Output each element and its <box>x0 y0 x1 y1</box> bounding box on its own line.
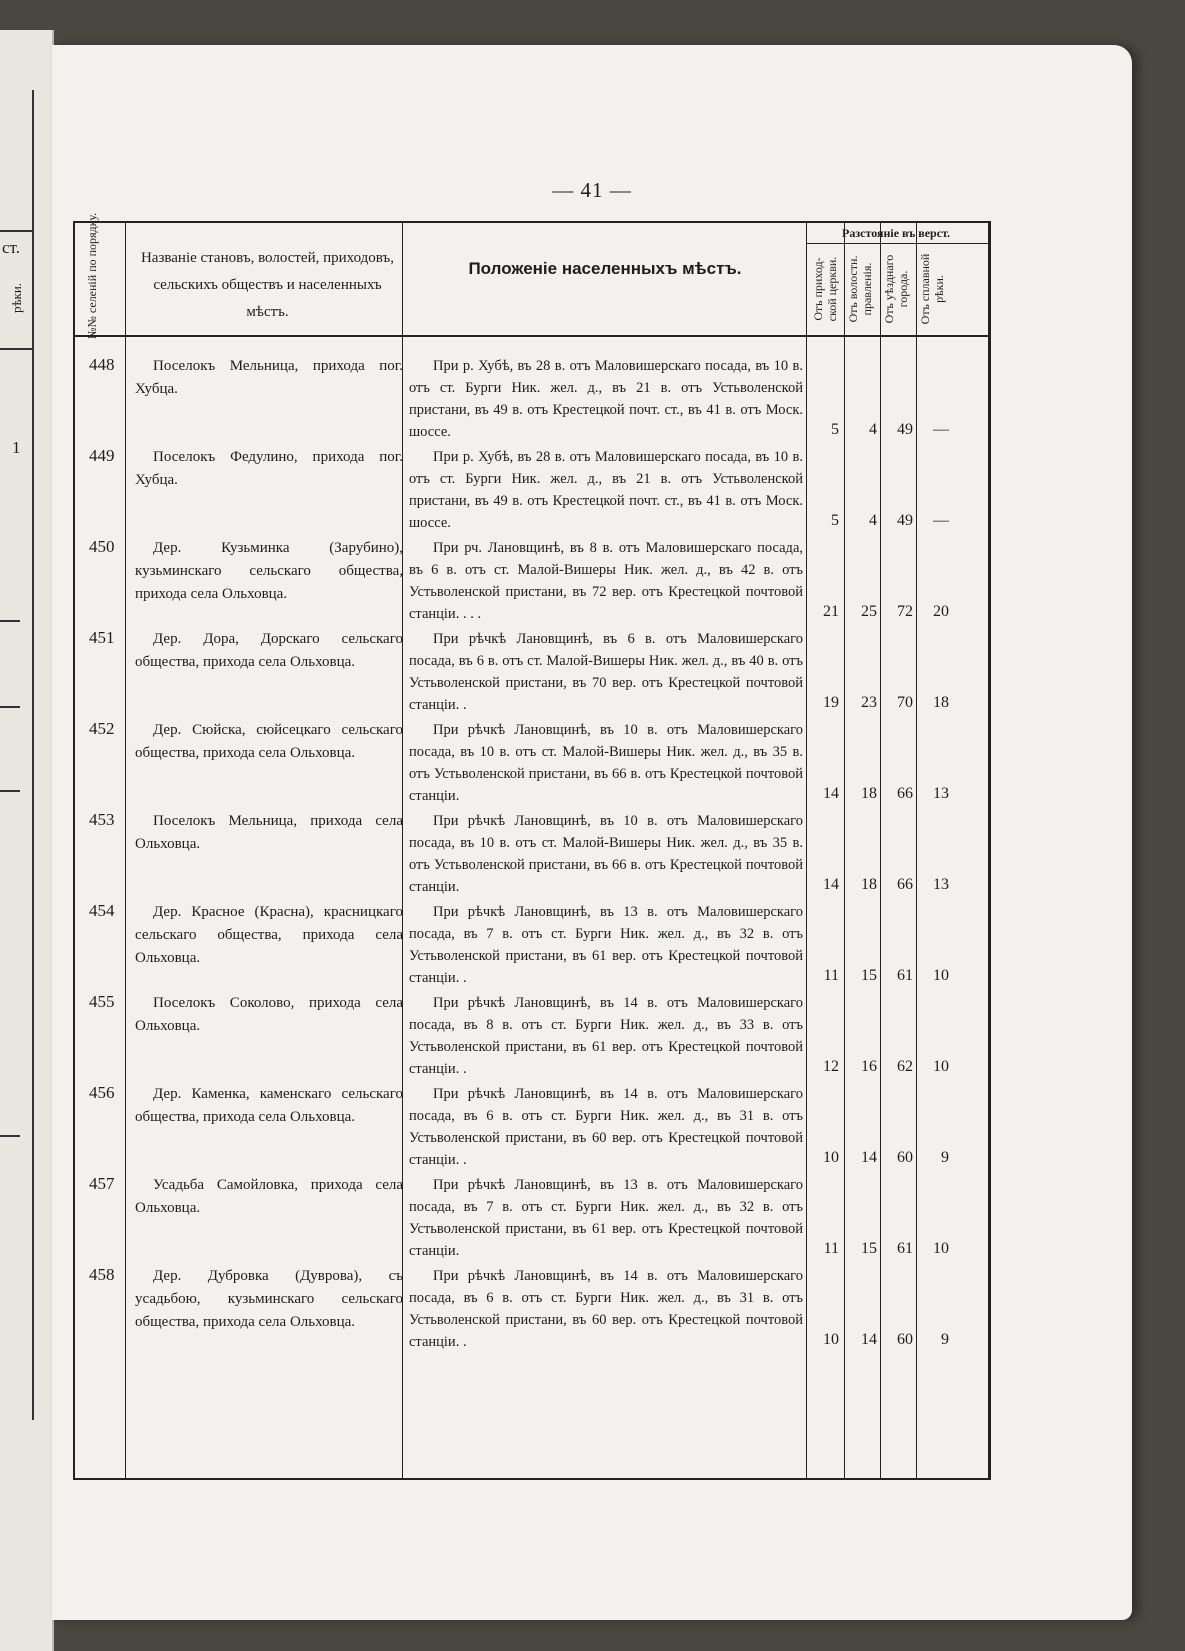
distance-river: 13 <box>933 785 949 802</box>
settlement-position: При рѣчкѣ Лановщинѣ, въ 10 в. отъ Маловишерскаго посада, въ 10 в. отъ ст. Малой-Вишеры Ник. жел. д., въ 35 в. отъ Устьволенской пристани, въ 66 в. отъ Крестецкой почтовой станціи. <box>409 722 803 804</box>
book-page <box>52 45 1132 1620</box>
distance-church: 5 <box>831 421 839 438</box>
distance-town: 61 <box>897 1240 913 1257</box>
row-number: 454 <box>89 901 115 920</box>
distance-church: 14 <box>823 785 839 802</box>
distance-town: 72 <box>897 603 913 620</box>
row-number: 451 <box>89 628 115 647</box>
header-distance-town: Отъ уѣзднаго города. <box>882 254 910 324</box>
settlement-position: При рѣчкѣ Лановщинѣ, въ 6 в. отъ Маловишерскаго посада, въ 6 в. отъ ст. Малой-Вишеры Ник. жел. д., въ 40 в. отъ Устьволенской пристани, въ 70 вер. отъ Крестецкой почтовой станціи. . <box>409 631 803 713</box>
row-number: 456 <box>89 1083 115 1102</box>
settlement-name: Дер. Сюйска, сюйсецкаго сельскаго общества, прихода села Ольховца. <box>135 722 403 761</box>
distance-town: 49 <box>897 421 913 438</box>
distance-volost: 4 <box>869 421 877 438</box>
settlement-name: Дер. Кузьминка (Зарубино), кузьминскаго сельскаго общества, прихода села Ольховца. <box>135 540 403 602</box>
distance-river: 10 <box>933 1058 949 1075</box>
header-settlement-position: Положеніе населенныхъ мѣстъ. <box>468 259 742 278</box>
settlement-position: При рч. Лановщинѣ, въ 8 в. отъ Маловишерскаго посада, въ 6 в. отъ ст. Малой-Вишеры Ник. жел. д., въ 42 в. отъ Устьволенской пристани, въ 72 вер. отъ Крестецкой почтовой станціи. . . . <box>409 540 803 622</box>
distance-volost: 14 <box>861 1149 877 1166</box>
distance-river: — <box>933 421 949 438</box>
settlement-position: При р. Хубѣ, въ 28 в. отъ Маловишерскаго посада, въ 10 в. отъ ст. Бурги Ник. жел. д., въ 21 в. отъ Устьволенской пристани, въ 49 в. отъ Крестецкой почт. ст., въ 41 в. отъ Моск. шоссе. <box>409 358 803 440</box>
distance-river: 20 <box>933 603 949 620</box>
distance-town: 62 <box>897 1058 913 1075</box>
settlement-position: При рѣчкѣ Лановщинѣ, въ 13 в. отъ Маловишерскаго посада, въ 7 в. отъ ст. Бурги Ник. жел. д., въ 32 в. отъ Устьволенской пристани, въ 61 вер. отъ Крестецкой почтовой станціи. <box>409 1177 803 1259</box>
row-number: 453 <box>89 810 115 829</box>
distance-church: 11 <box>823 967 839 984</box>
settlement-name: Дер. Дора, Дорскаго сельскаго общества, прихода села Ольховца. <box>135 631 403 670</box>
settlement-name: Поселокъ Мельница, прихода пог. Хубца. <box>135 358 403 397</box>
settlement-position: При рѣчкѣ Лановщинѣ, въ 14 в. отъ Маловишерскаго посада, въ 6 в. отъ ст. Бурги Ник. жел. д., въ 31 в. отъ Устьволенской пристани, въ 60 вер. отъ Крестецкой почтовой станціи. . <box>409 1086 803 1168</box>
settlements-table <box>73 212 991 1480</box>
distance-church: 5 <box>831 512 839 529</box>
facing-page-value-fragment: 1 <box>12 438 21 457</box>
distance-volost: 15 <box>861 967 877 984</box>
facing-page-rule <box>32 90 34 1420</box>
distance-river: 9 <box>941 1331 949 1348</box>
distance-volost: 16 <box>861 1058 877 1075</box>
settlement-name: Дер. Дубровка (Дуврова), съ усадьбою, кузьминскаго сельскаго общества, прихода села Ольховца. <box>135 1268 403 1330</box>
distance-river: — <box>933 512 949 529</box>
row-number: 450 <box>89 537 115 556</box>
distance-town: 61 <box>897 967 913 984</box>
settlement-position: При р. Хубѣ, въ 28 в. отъ Маловишерскаго посада, въ 10 в. отъ ст. Бурги Ник. жел. д., въ 21 в. отъ Устьволенской пристани, въ 49 в. отъ Крестецкой почт. ст., въ 41 в. отъ Моск. шоссе. <box>409 449 803 531</box>
row-number: 448 <box>89 355 115 374</box>
row-number: 452 <box>89 719 115 738</box>
header-distance-river: Отъ сплавной рѣки. <box>918 253 946 325</box>
distance-church: 19 <box>823 694 839 711</box>
row-number: 449 <box>89 446 115 465</box>
distance-volost: 18 <box>861 785 877 802</box>
settlement-position: При рѣчкѣ Лановщинѣ, въ 14 в. отъ Маловишерскаго посада, въ 8 в. отъ ст. Бурги Ник. жел. д., въ 33 в. отъ Устьволенской пристани, въ 61 вер. отъ Крестецкой почтовой станціи. . <box>409 995 803 1077</box>
distance-river: 13 <box>933 876 949 893</box>
facing-page-edge <box>0 30 54 1651</box>
distance-river: 9 <box>941 1149 949 1166</box>
facing-page-header-fragment: ст. <box>2 238 20 257</box>
distance-church: 10 <box>823 1331 839 1348</box>
distance-volost: 4 <box>869 512 877 529</box>
header-distance-church: Отъ приход- ской церкви. <box>811 256 839 322</box>
distance-volost: 14 <box>861 1331 877 1348</box>
distance-town: 66 <box>897 876 913 893</box>
settlement-name: Поселокъ Соколово, прихода села Ольховца. <box>135 995 403 1034</box>
facing-page-rotated-fragment: рѣки. <box>9 282 25 314</box>
distance-town: 66 <box>897 785 913 802</box>
row-number: 458 <box>89 1265 115 1284</box>
settlement-name: Поселокъ Федулино, прихода пог. Хубца. <box>135 449 403 488</box>
distance-volost: 25 <box>861 603 877 620</box>
row-number: 455 <box>89 992 115 1011</box>
settlement-name: Дер. Каменка, каменскаго сельскаго общества, прихода села Ольховца. <box>135 1086 403 1125</box>
distance-church: 21 <box>823 603 839 620</box>
distance-river: 10 <box>933 967 949 984</box>
settlement-position: При рѣчкѣ Лановщинѣ, въ 10 в. отъ Маловишерскаго посада, въ 10 в. отъ ст. Малой-Вишеры Ник. жел. д., въ 35 в. отъ Устьволенской пристани, въ 66 в. отъ Крестецкой почтовой станціи. <box>409 813 803 895</box>
distance-volost: 23 <box>861 694 877 711</box>
distance-town: 60 <box>897 1149 913 1166</box>
page-number: — 41 — <box>552 178 632 202</box>
header-row-number: №№ селеній по порядку. <box>85 212 99 339</box>
settlement-name: Поселокъ Мельница, прихода села Ольховца. <box>135 813 403 852</box>
header-settlement-name: Названіе становъ, волостей, приходовъ, сельскихъ обществъ и населенныхъ мѣстъ. <box>140 250 395 320</box>
distance-town: 70 <box>897 694 913 711</box>
distance-church: 12 <box>823 1058 839 1075</box>
distance-town: 49 <box>897 512 913 529</box>
row-number: 457 <box>89 1174 115 1193</box>
distance-volost: 18 <box>861 876 877 893</box>
settlement-name: Дер. Красное (Красна), красницкаго сельскаго общества, прихода села Ольховца. <box>135 904 403 966</box>
distance-volost: 15 <box>861 1240 877 1257</box>
settlement-position: При рѣчкѣ Лановщинѣ, въ 14 в. отъ Маловишерскаго посада, въ 6 в. отъ ст. Бурги Ник. жел. д., въ 31 в. отъ Устьволенской пристани, въ 60 вер. отъ Крестецкой почтовой станціи. . <box>409 1268 803 1350</box>
distance-river: 18 <box>933 694 949 711</box>
distance-church: 10 <box>823 1149 839 1166</box>
settlement-position: При рѣчкѣ Лановщинѣ, въ 13 в. отъ Маловишерскаго посада, въ 7 в. отъ ст. Бурги Ник. жел. д., въ 32 в. отъ Устьволенской пристани, въ 61 вер. отъ Крестецкой почтовой станціи. . <box>409 904 803 986</box>
distance-town: 60 <box>897 1331 913 1348</box>
distance-church: 11 <box>823 1240 839 1257</box>
header-distance-volost: Отъ волостн. правленія. <box>846 255 874 323</box>
header-distance: Разстояніе въ верст. <box>841 226 951 240</box>
distance-church: 14 <box>823 876 839 893</box>
distance-river: 10 <box>933 1240 949 1257</box>
settlement-name: Усадьба Самойловка, прихода села Ольховца. <box>135 1177 403 1216</box>
